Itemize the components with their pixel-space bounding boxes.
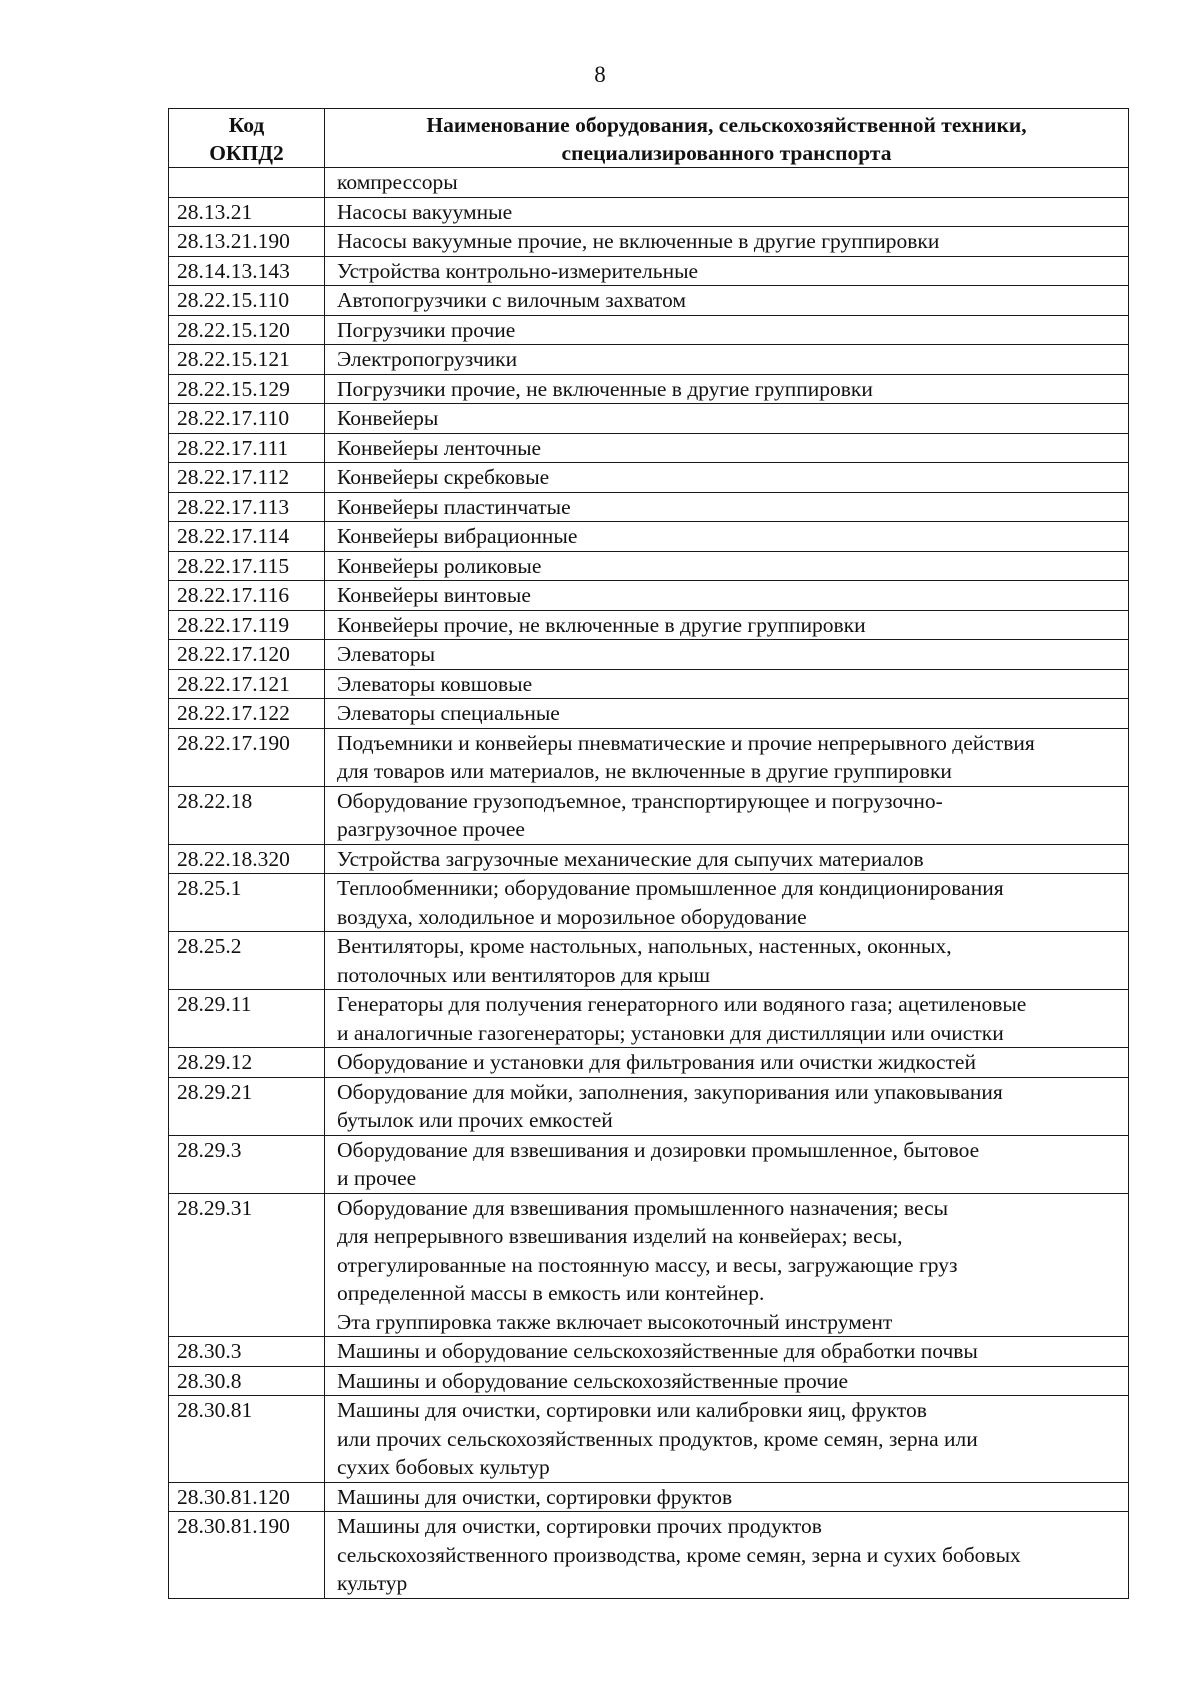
equipment-name-cell — [325, 699, 1129, 729]
okpd-code-cell: 28.22.17.113 — [169, 492, 325, 522]
equipment-name-line: Оборудование грузоподъемное, транспортирующее и погрузочно- — [337, 788, 943, 813]
table-row — [169, 699, 1129, 729]
table-row — [169, 1193, 1129, 1337]
table-header-row — [169, 109, 1129, 168]
equipment-name-cell — [325, 990, 1129, 1048]
equipment-name-line: Машины для очистки, сортировки прочих продуктов — [337, 1514, 822, 1538]
table-row — [169, 932, 1129, 990]
equipment-name-line: Оборудование для взвешивания и дозировки промышленное, бытовое — [337, 1137, 980, 1162]
table-row — [169, 256, 1129, 286]
equipment-name-cell — [325, 844, 1129, 874]
equipment-name-line: Устройства загрузочные механические для сыпучих материалов — [337, 846, 924, 871]
okpd-code-cell: 28.30.8 — [169, 1366, 325, 1396]
equipment-name-line: Насосы вакуумные прочие, не включенные в другие группировки — [337, 229, 940, 253]
column-header-code-line: Код — [228, 113, 265, 137]
table-row — [169, 640, 1129, 670]
equipment-name-line: Электропогрузчики — [337, 347, 518, 371]
table-row — [169, 581, 1129, 611]
column-header-code — [169, 109, 325, 168]
equipment-name-line: Конвейеры ленточные — [337, 435, 542, 460]
equipment-name-line: Насосы вакуумные — [337, 199, 513, 224]
okpd-code-cell: 28.13.21.190 — [169, 227, 325, 257]
okpd-code-cell: 28.22.17.119 — [169, 610, 325, 640]
equipment-name-line: отрегулированные на постоянную массу, и весы, загружающие груз — [337, 1252, 958, 1277]
table-row — [169, 492, 1129, 522]
equipment-name-line: Погрузчики прочие — [337, 317, 516, 342]
table-row — [169, 669, 1129, 699]
equipment-name-line: Конвейеры — [337, 406, 439, 430]
table-row — [169, 728, 1129, 786]
table-row — [169, 1337, 1129, 1367]
okpd-code-cell: 28.25.1 — [169, 874, 325, 932]
table-row — [169, 522, 1129, 552]
okpd-code-cell: 28.22.15.121 — [169, 345, 325, 375]
equipment-name-cell — [325, 1396, 1129, 1483]
table-row — [169, 610, 1129, 640]
equipment-name-line: Генераторы для получения генераторного или водяного газа; ацетиленовые — [337, 992, 1027, 1016]
okpd-code-cell: 28.22.17.112 — [169, 463, 325, 493]
table-row — [169, 551, 1129, 581]
okpd-code-cell: 28.29.31 — [169, 1193, 325, 1337]
table-row — [169, 197, 1129, 227]
okpd-code-cell: 28.22.17.115 — [169, 551, 325, 581]
okpd-code-cell: 28.30.81.120 — [169, 1482, 325, 1512]
equipment-name-cell — [325, 874, 1129, 932]
table-row — [169, 168, 1129, 198]
equipment-name-line: для непрерывного взвешивания изделий на конвейерах; весы, — [337, 1224, 903, 1248]
okpd-code-cell: 28.22.17.110 — [169, 404, 325, 434]
equipment-name-line: Эта группировка также включает высокоточный инструмент — [337, 1309, 893, 1334]
table-row — [169, 315, 1129, 345]
table-row — [169, 404, 1129, 434]
equipment-name-line: культур — [337, 1571, 408, 1595]
equipment-name-line: и аналогичные газогенераторы; установки для дистилляции или очистки — [337, 1020, 1004, 1045]
table-row — [169, 286, 1129, 316]
equipment-name-line: Элеваторы ковшовые — [337, 671, 533, 696]
table-row — [169, 1366, 1129, 1396]
equipment-name-line: Конвейеры винтовые — [337, 583, 531, 607]
table-body — [169, 168, 1129, 1599]
equipment-name-cell — [325, 786, 1129, 844]
page-number: 8 — [594, 62, 606, 87]
equipment-name-cell — [325, 610, 1129, 640]
equipment-name-cell — [325, 932, 1129, 990]
equipment-name-cell — [325, 345, 1129, 375]
equipment-name-line: потолочных или вентиляторов для крыш — [337, 962, 711, 987]
equipment-name-cell — [325, 522, 1129, 552]
okpd-code-cell: 28.22.18.320 — [169, 844, 325, 874]
table-row — [169, 1048, 1129, 1078]
okpd-code-cell: 28.22.15.110 — [169, 286, 325, 316]
equipment-name-line: Устройства контрольно-измерительные — [337, 258, 699, 283]
okpd-code-cell: 28.22.17.122 — [169, 699, 325, 729]
equipment-name-cell — [325, 1366, 1129, 1396]
equipment-name-line: Оборудование для взвешивания промышленного назначения; весы — [337, 1195, 949, 1220]
table-row — [169, 1135, 1129, 1193]
table-row — [169, 227, 1129, 257]
equipment-name-cell — [325, 1077, 1129, 1135]
okpd-code-cell: 28.22.15.129 — [169, 374, 325, 404]
okpd-equipment-table — [168, 108, 1129, 1599]
equipment-name-line: Машины и оборудование сельскохозяйственные для обработки почвы — [337, 1339, 978, 1363]
equipment-name-cell — [325, 286, 1129, 316]
equipment-name-line: Конвейеры скребковые — [337, 465, 550, 489]
equipment-name-cell — [325, 1193, 1129, 1337]
equipment-name-line: сухих бобовых культур — [337, 1455, 550, 1479]
okpd-code-cell: 28.29.21 — [169, 1077, 325, 1135]
equipment-name-line: для товаров или материалов, не включенные в другие группировки — [337, 759, 952, 783]
equipment-name-cell — [325, 492, 1129, 522]
okpd-code-cell: 28.29.12 — [169, 1048, 325, 1078]
equipment-name-line: Конвейеры прочие, не включенные в другие группировки — [337, 612, 866, 637]
table-row — [169, 374, 1129, 404]
equipment-name-line: Теплообменники; оборудование промышленное для кондиционирования — [337, 876, 1004, 900]
equipment-name-line: Подъемники и конвейеры пневматические и прочие непрерывного действия — [337, 730, 1035, 755]
equipment-name-line: Элеваторы специальные — [337, 701, 560, 725]
equipment-name-cell — [325, 1135, 1129, 1193]
table-row — [169, 786, 1129, 844]
okpd-code-cell: 28.22.18 — [169, 786, 325, 844]
equipment-name-cell — [325, 256, 1129, 286]
equipment-name-line: разгрузочное прочее — [337, 817, 525, 841]
equipment-name-line: Машины и оборудование сельскохозяйственные прочие — [337, 1368, 849, 1393]
okpd-code-cell: 28.30.81 — [169, 1396, 325, 1483]
column-header-name — [325, 109, 1129, 168]
okpd-code-cell: 28.22.17.190 — [169, 728, 325, 786]
table-row — [169, 1396, 1129, 1483]
equipment-name-cell — [325, 1337, 1129, 1367]
equipment-name-cell — [325, 551, 1129, 581]
equipment-name-cell — [325, 463, 1129, 493]
equipment-name-line: Машины для очистки, сортировки фруктов — [337, 1484, 733, 1509]
okpd-code-cell: 28.13.21 — [169, 197, 325, 227]
equipment-name-line: компрессоры — [337, 170, 458, 194]
table-row — [169, 844, 1129, 874]
equipment-name-cell — [325, 315, 1129, 345]
table-row — [169, 433, 1129, 463]
equipment-name-line: Машины для очистки, сортировки или калибровки яиц, фруктов — [337, 1398, 927, 1422]
equipment-name-cell — [325, 433, 1129, 463]
okpd-code-cell: 28.29.11 — [169, 990, 325, 1048]
table-row — [169, 1077, 1129, 1135]
okpd-code-cell: 28.14.13.143 — [169, 256, 325, 286]
okpd-code-cell: 28.22.17.116 — [169, 581, 325, 611]
okpd-code-cell: 28.29.3 — [169, 1135, 325, 1193]
okpd-code-cell: 28.22.17.111 — [169, 433, 325, 463]
equipment-name-line: Погрузчики прочие, не включенные в другие группировки — [337, 376, 873, 401]
equipment-name-line: бутылок или прочих емкостей — [337, 1108, 613, 1132]
equipment-name-line: Оборудование и установки для фильтрования или очистки жидкостей — [337, 1050, 976, 1074]
table-row — [169, 874, 1129, 932]
equipment-name-line: сельскохозяйственного производства, кроме семян, зерна и сухих бобовых — [337, 1542, 1021, 1567]
equipment-name-line: Автопогрузчики с вилочным захватом — [337, 288, 686, 312]
equipment-name-cell — [325, 1048, 1129, 1078]
equipment-name-cell — [325, 1512, 1129, 1599]
okpd-code-cell: 28.30.81.190 — [169, 1512, 325, 1599]
column-header-name-line: Наименование оборудования, сельскохозяйственной техники, — [426, 113, 1027, 137]
equipment-name-cell — [325, 227, 1129, 257]
okpd-code-cell: 28.22.17.114 — [169, 522, 325, 552]
column-header-code-line: ОКПД2 — [209, 141, 284, 165]
equipment-name-line: Элеваторы — [337, 642, 436, 666]
table-row — [169, 463, 1129, 493]
okpd-code-cell — [169, 168, 325, 198]
okpd-code-cell: 28.25.2 — [169, 932, 325, 990]
equipment-name-line: Конвейеры роликовые — [337, 553, 542, 578]
equipment-name-cell — [325, 404, 1129, 434]
column-header-name-line: специализированного транспорта — [561, 141, 892, 165]
equipment-name-cell — [325, 1482, 1129, 1512]
equipment-name-line: и прочее — [337, 1166, 417, 1190]
equipment-name-cell — [325, 168, 1129, 198]
equipment-name-cell — [325, 728, 1129, 786]
equipment-name-cell — [325, 374, 1129, 404]
equipment-name-line: Оборудование для мойки, заполнения, закупоривания или упаковывания — [337, 1079, 1003, 1104]
equipment-name-cell — [325, 640, 1129, 670]
table-row — [169, 345, 1129, 375]
equipment-name-cell — [325, 197, 1129, 227]
okpd-code-cell: 28.30.3 — [169, 1337, 325, 1367]
okpd-code-cell: 28.22.15.120 — [169, 315, 325, 345]
table-row — [169, 1512, 1129, 1599]
equipment-name-cell — [325, 581, 1129, 611]
equipment-name-line: Конвейеры пластинчатые — [337, 494, 571, 519]
equipment-name-line: воздуха, холодильное и морозильное оборудование — [337, 904, 807, 929]
okpd-code-cell: 28.22.17.121 — [169, 669, 325, 699]
equipment-name-line: Конвейеры вибрационные — [337, 524, 578, 548]
equipment-name-cell — [325, 669, 1129, 699]
equipment-name-line: Вентиляторы, кроме настольных, напольных, настенных, оконных, — [337, 934, 952, 958]
table-row — [169, 1482, 1129, 1512]
table-row — [169, 990, 1129, 1048]
equipment-name-line: определенной массы в емкость или контейнер. — [337, 1281, 765, 1305]
okpd-code-cell: 28.22.17.120 — [169, 640, 325, 670]
equipment-name-line: или прочих сельскохозяйственных продуктов, кроме семян, зерна или — [337, 1426, 978, 1451]
